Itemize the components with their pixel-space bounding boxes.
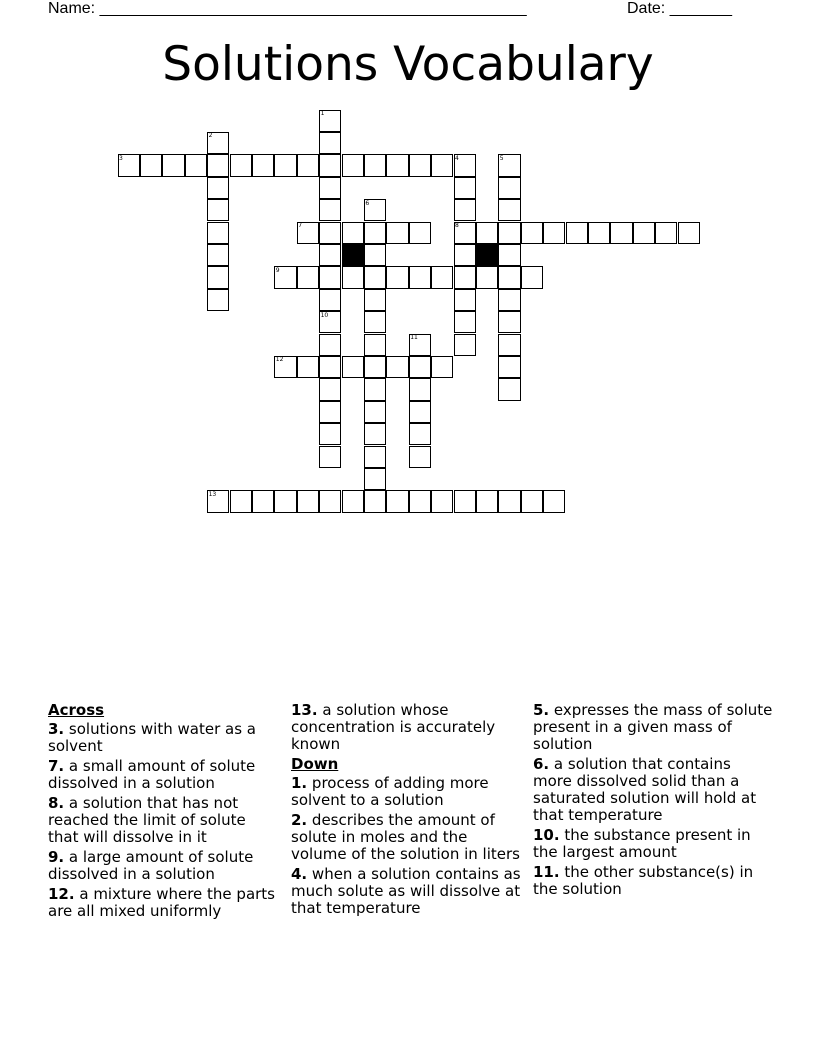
crossword-cell[interactable] bbox=[610, 222, 632, 244]
clue-number: 4 bbox=[455, 154, 459, 162]
crossword-cell[interactable] bbox=[409, 266, 431, 288]
crossword-cell[interactable] bbox=[297, 490, 319, 512]
crossword-cell[interactable] bbox=[252, 154, 274, 176]
crossword-cell[interactable] bbox=[498, 199, 520, 221]
clue-number: 13 bbox=[208, 490, 217, 498]
across-clue-12: 12. a mixture where the parts are all mixed uniformly bbox=[48, 885, 275, 920]
crossword-cell[interactable] bbox=[140, 154, 162, 176]
crossword-cell[interactable] bbox=[498, 177, 520, 199]
crossword-cell[interactable] bbox=[454, 311, 476, 333]
crossword-cell[interactable] bbox=[454, 244, 476, 266]
clue-column-2 bbox=[291, 702, 521, 920]
crossword-cell[interactable] bbox=[319, 132, 341, 154]
crossword-cell[interactable] bbox=[342, 266, 364, 288]
crossword-cell[interactable] bbox=[498, 378, 520, 400]
crossword-cell[interactable] bbox=[409, 423, 431, 445]
down-heading: Down bbox=[291, 755, 339, 773]
crossword-cell[interactable] bbox=[498, 334, 520, 356]
clue-number: 10 bbox=[320, 311, 329, 319]
crossword-cell[interactable] bbox=[342, 154, 364, 176]
clue-number: 11 bbox=[410, 334, 418, 341]
clue-number: 2 bbox=[208, 132, 213, 140]
crossword-cell[interactable] bbox=[498, 222, 520, 244]
crossword-cell[interactable] bbox=[364, 222, 386, 244]
crossword-cell[interactable] bbox=[319, 289, 341, 311]
down-clue-10: 10. the substance present in the largest amount bbox=[533, 826, 751, 861]
crossword-cell[interactable] bbox=[319, 401, 341, 423]
crossword-cell[interactable] bbox=[521, 490, 543, 512]
date-field-line: Date: _______ bbox=[627, 0, 732, 17]
crossword-cell[interactable] bbox=[431, 356, 453, 378]
crossword-cell[interactable] bbox=[230, 490, 252, 512]
crossword-cell[interactable] bbox=[297, 356, 319, 378]
crossword-cell[interactable] bbox=[364, 334, 386, 356]
clue-number: 5 bbox=[499, 154, 504, 162]
crossword-cell[interactable] bbox=[319, 244, 341, 266]
crossword-cell[interactable] bbox=[364, 356, 386, 378]
crossword-cell[interactable] bbox=[543, 490, 565, 512]
crossword-cell[interactable] bbox=[207, 222, 229, 244]
crossword-cell[interactable] bbox=[319, 423, 341, 445]
crossword-cell[interactable] bbox=[386, 356, 408, 378]
crossword-cell[interactable] bbox=[364, 401, 386, 423]
crossword-cell[interactable] bbox=[319, 154, 341, 176]
crossword-cell[interactable] bbox=[207, 154, 229, 176]
crossword-cell[interactable] bbox=[252, 490, 274, 512]
crossword-cell[interactable] bbox=[588, 222, 610, 244]
clue-number: 7 bbox=[298, 222, 303, 229]
crossword-cell[interactable] bbox=[454, 490, 476, 512]
clue-number: 8 bbox=[455, 222, 459, 229]
clue-number: 6 bbox=[365, 199, 370, 207]
crossword-cell[interactable] bbox=[364, 423, 386, 445]
crossword-cell[interactable] bbox=[342, 490, 364, 512]
crossword-cell[interactable] bbox=[364, 311, 386, 333]
page-title: Solutions Vocabulary bbox=[162, 37, 654, 92]
crossword-cell[interactable] bbox=[498, 289, 520, 311]
down-clue-2: 2. describes the amount of solute in moles and the volume of the solution in liters bbox=[291, 811, 520, 863]
crossword-cell[interactable] bbox=[319, 199, 341, 221]
down-clue-5: 5. expresses the mass of solute present in a given mass of solution bbox=[533, 701, 773, 753]
across-heading: Across bbox=[48, 701, 105, 719]
crossword-cell[interactable] bbox=[364, 490, 386, 512]
crossword-cell[interactable] bbox=[364, 244, 386, 266]
clue-number: 9 bbox=[275, 266, 280, 274]
crossword-black-cell bbox=[342, 244, 364, 266]
crossword-cell[interactable] bbox=[386, 154, 408, 176]
down-clue-6: 6. a solution that contains more dissolved solid than a saturated solution will hold at that temperature bbox=[533, 755, 757, 824]
clue-number: 3 bbox=[119, 154, 123, 162]
crossword-cell[interactable] bbox=[454, 199, 476, 221]
crossword-cell[interactable] bbox=[386, 266, 408, 288]
crossword-cell[interactable] bbox=[364, 154, 386, 176]
crossword-cell[interactable] bbox=[454, 334, 476, 356]
down-clue-11: 11. the other substance(s) in the solution bbox=[533, 863, 754, 898]
crossword-cell[interactable] bbox=[498, 311, 520, 333]
down-clue-1: 1. process of adding more solvent to a solution bbox=[291, 774, 489, 809]
crossword-cell[interactable] bbox=[319, 266, 341, 288]
crossword-cell[interactable] bbox=[431, 154, 453, 176]
crossword-cell[interactable] bbox=[207, 177, 229, 199]
crossword-cell[interactable] bbox=[319, 356, 341, 378]
crossword-cell[interactable] bbox=[207, 289, 229, 311]
crossword-cell[interactable] bbox=[274, 154, 296, 176]
crossword-cell[interactable] bbox=[297, 154, 319, 176]
crossword-cell[interactable] bbox=[498, 244, 520, 266]
crossword-cell[interactable] bbox=[409, 356, 431, 378]
across-clue-9: 9. a large amount of solute dissolved in a solution bbox=[48, 848, 254, 883]
crossword-cell[interactable] bbox=[476, 266, 498, 288]
across-clue-3: 3. solutions with water as a solvent bbox=[48, 720, 256, 755]
crossword-cell[interactable] bbox=[454, 177, 476, 199]
crossword-cell[interactable] bbox=[364, 289, 386, 311]
crossword-cell[interactable] bbox=[409, 222, 431, 244]
crossword-cell[interactable] bbox=[655, 222, 677, 244]
crossword-cell[interactable] bbox=[342, 222, 364, 244]
crossword-cell[interactable] bbox=[207, 266, 229, 288]
crossword-cell[interactable] bbox=[364, 446, 386, 468]
clue-number: 1 bbox=[320, 110, 325, 117]
crossword-cell[interactable] bbox=[342, 356, 364, 378]
crossword-cell[interactable] bbox=[364, 378, 386, 400]
crossword-cell[interactable] bbox=[498, 490, 520, 512]
crossword-black-cell bbox=[476, 244, 498, 266]
crossword-cell[interactable] bbox=[319, 177, 341, 199]
crossword-cell[interactable] bbox=[185, 154, 207, 176]
crossword-cell[interactable] bbox=[274, 490, 296, 512]
crossword-cell[interactable] bbox=[498, 266, 520, 288]
crossword-cell[interactable] bbox=[319, 378, 341, 400]
crossword-cell[interactable] bbox=[364, 468, 386, 490]
crossword-cell[interactable] bbox=[207, 244, 229, 266]
name-field-line: Name: ________________________________________________ bbox=[48, 0, 527, 17]
crossword-cell[interactable] bbox=[566, 222, 588, 244]
clue-column-1 bbox=[48, 702, 280, 923]
crossword-cell[interactable] bbox=[162, 154, 184, 176]
crossword-cell[interactable] bbox=[207, 199, 229, 221]
crossword-cell[interactable] bbox=[409, 401, 431, 423]
crossword-cell[interactable] bbox=[521, 222, 543, 244]
crossword-cell[interactable] bbox=[431, 490, 453, 512]
across-clue-7: 7. a small amount of solute dissolved in a solution bbox=[48, 757, 256, 792]
crossword-cell[interactable] bbox=[521, 266, 543, 288]
crossword-cell[interactable] bbox=[319, 222, 341, 244]
crossword-cell[interactable] bbox=[409, 446, 431, 468]
crossword-cell[interactable] bbox=[431, 266, 453, 288]
crossword-cell[interactable] bbox=[543, 222, 565, 244]
crossword-cell[interactable] bbox=[633, 222, 655, 244]
crossword-cell[interactable] bbox=[319, 334, 341, 356]
crossword-cell[interactable] bbox=[476, 222, 498, 244]
crossword-cell[interactable] bbox=[386, 490, 408, 512]
across-clue-13: 13. a solution whose concentration is accurately known bbox=[291, 701, 496, 753]
crossword-cell[interactable] bbox=[454, 266, 476, 288]
across-clue-8: 8. a solution that has not reached the limit of solute that will dissolve in it bbox=[48, 794, 246, 846]
crossword-cell[interactable] bbox=[454, 289, 476, 311]
crossword-cell[interactable] bbox=[386, 222, 408, 244]
crossword-cell[interactable] bbox=[230, 154, 252, 176]
crossword-cell[interactable] bbox=[297, 266, 319, 288]
crossword-cell[interactable] bbox=[319, 446, 341, 468]
crossword-cell[interactable] bbox=[498, 356, 520, 378]
crossword-cell[interactable] bbox=[364, 266, 386, 288]
crossword-cell[interactable] bbox=[409, 490, 431, 512]
crossword-cell[interactable] bbox=[319, 490, 341, 512]
down-clue-4: 4. when a solution contains as much solute as will dissolve at that temperature bbox=[291, 865, 521, 917]
crossword-cell[interactable] bbox=[678, 222, 700, 244]
clue-column-3 bbox=[533, 702, 773, 901]
crossword-cell[interactable] bbox=[409, 378, 431, 400]
crossword-cell[interactable] bbox=[409, 154, 431, 176]
clue-number: 12 bbox=[275, 356, 284, 364]
crossword-cell[interactable] bbox=[476, 490, 498, 512]
